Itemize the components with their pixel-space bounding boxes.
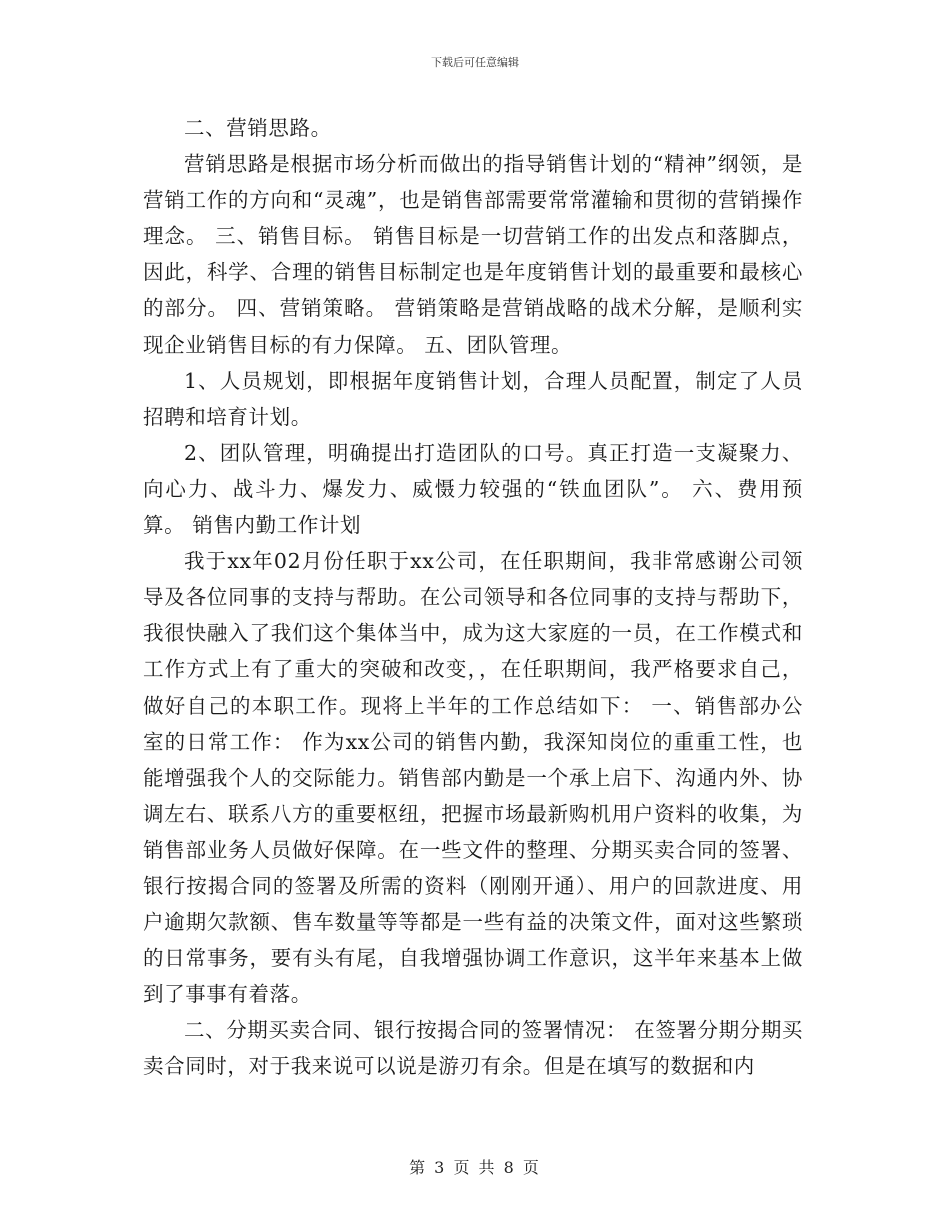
page-header-note: 下载后可任意编辑 xyxy=(431,56,519,69)
paragraph-3: 1、人员规划，即根据年度销售计划，合理人员配置，制定了人员招聘和培育计划。 xyxy=(143,368,803,429)
paragraph-4: 2、团队管理，明确提出打造团队的口号。真正打造一支凝聚力、向心力、战斗力、爆发力、威慑力较强的“铁血团队”。 六、费用预算。 销售内勤工作计划 xyxy=(143,440,803,538)
document-body xyxy=(143,110,803,1085)
paragraph-6: 二、分期买卖合同、银行按揭合同的签署情况： 在签署分期分期买卖合同时，对于我来说可以说是游刃有余。但是在填写的数据和内 xyxy=(143,1018,804,1079)
paragraph-2: 营销思路是根据市场分析而做出的指导销售计划的“精神”纲领，是营销工作的方向和“灵魂”，也是销售部需要常常灌输和贯彻的营销操作理念。 三、销售目标。 销售目标是一切营销工作的出发点和落脚点，因此，科学、合理的销售目标制定也是年度销售计划的最重要和最核心的部分。 四、营销策略。 营销策略是营销战略的战术分解，是顺利实现企业销售目标的有力保障。 五、团队管理。 xyxy=(143,152,803,357)
paragraph-5: 我于xx年02月份任职于xx公司，在任职期间，我非常感谢公司领导及各位同事的支持与帮助。在公司领导和各位同事的支持与帮助下，我很快融入了我们这个集体当中，成为这大家庭的一员，在工作模式和工作方式上有了重大的突破和改变，，在任职期间，我严格要求自己，做好自己的本职工作。现将上半年的工作总结如下： 一、销售部办公室的日常工作： 作为xx公司的销售内勤，我深知岗位的重重工性，也能增强我个人的交际能力。销售部内勤是一个承上启下、沟通内外、协调左右、联系八方的重要枢纽，把握市场最新购机用户资料的收集，为销售部业务人员做好保障。在一些文件的整理、分期买卖合同的签署、银行按揭合同的签署及所需的资料（刚刚开通）、用户的回款进度、用户逾期欠款额、售车数量等等都是一些有益的决策文件，面对这些繁琐的日常事务，要有头有尾，自我增强协调工作意识，这半年来基本上做到了事事有着落。 xyxy=(143,549,803,1007)
paragraph-1: 二、营销思路。 xyxy=(184,116,332,140)
page-number: 第 3 页 共 8 页 xyxy=(409,1158,541,1177)
